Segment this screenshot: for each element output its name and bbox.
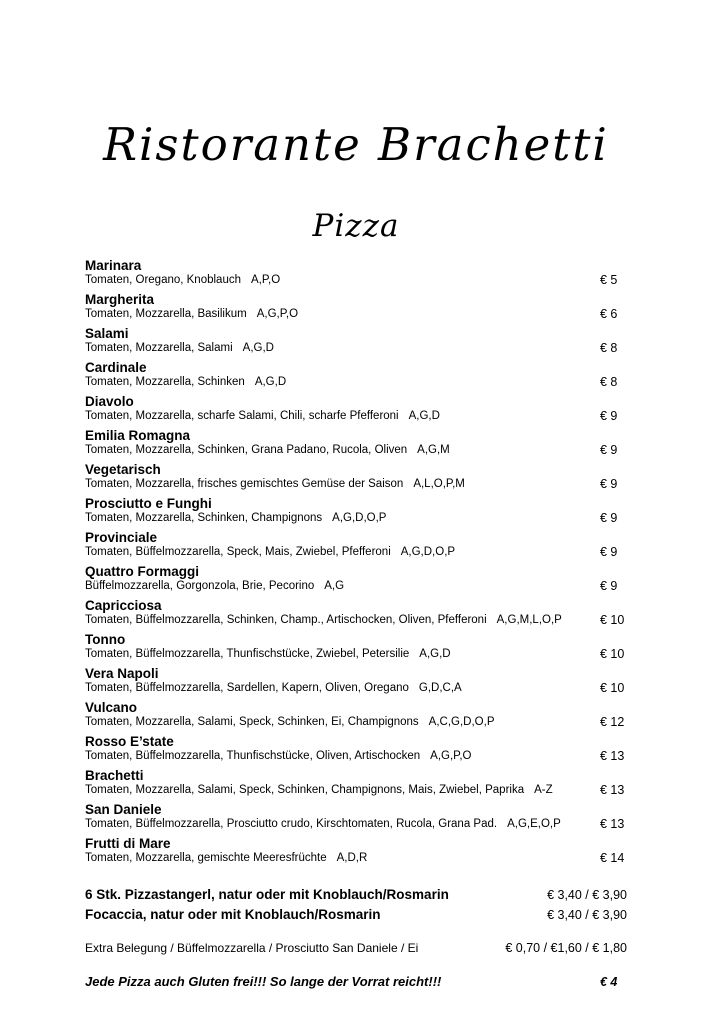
item-description: Tomaten, Mozzarella, Schinken, Champignons [85, 512, 323, 524]
item-description-line [85, 614, 594, 627]
item-price: € 9 [600, 579, 618, 593]
gluten-free-note-price: € 4 [600, 975, 618, 989]
menu-item-text [85, 394, 594, 423]
item-description-line [85, 546, 594, 559]
item-description-line [85, 818, 594, 831]
item-price: € 9 [600, 545, 618, 559]
item-allergens: A-Z [534, 784, 553, 796]
item-price: € 13 [600, 783, 625, 797]
item-allergens: A,G,D [254, 376, 287, 388]
item-name: Cardinale [85, 360, 147, 375]
item-description-line [85, 376, 594, 389]
menu-item-text [85, 802, 594, 831]
menu-item [85, 530, 627, 559]
item-description: Tomaten, Büffelmozzarella, Thunfischstücke, Zwiebel, Petersilie [85, 648, 410, 660]
item-allergens: A,G,D [408, 410, 440, 422]
menu-item-text [85, 564, 594, 593]
restaurant-title: Ristorante Brachetti [103, 118, 609, 171]
menu-item [85, 394, 627, 423]
item-description: Tomaten, Büffelmozzarella, Sardellen, Kapern, Oliven, Oregano [85, 682, 409, 694]
item-description-line [85, 512, 594, 525]
menu-item-list [85, 258, 627, 865]
item-allergens: A,G,D,O,P [400, 546, 456, 558]
item-description-line [85, 274, 594, 287]
item-allergens: A,G,P,O [430, 750, 472, 762]
item-price: € 12 [600, 715, 625, 729]
extras-price: € 3,40 / € 3,90 [547, 908, 627, 922]
item-price: € 10 [600, 613, 625, 627]
item-description-line [85, 308, 594, 321]
item-name: San Daniele [85, 802, 162, 817]
item-price: € 9 [600, 443, 618, 457]
item-allergens: G,D,C,A [418, 682, 462, 694]
menu-item-text [85, 598, 594, 627]
menu-item-text [85, 428, 594, 457]
menu-item-text [85, 496, 594, 525]
item-price: € 9 [600, 511, 618, 525]
menu-item-text [85, 462, 594, 491]
item-name: Capricciosa [85, 598, 162, 613]
extras-name: 6 Stk. Pizzastangerl, natur oder mit Knoblauch/Rosmarin [85, 887, 449, 902]
item-name: Prosciutto e Funghi [85, 496, 212, 511]
item-name: Frutti di Mare [85, 836, 171, 851]
menu-item [85, 700, 627, 729]
menu-item [85, 326, 627, 355]
item-name: Provinciale [85, 530, 158, 545]
menu-item-text [85, 326, 594, 355]
surcharge-price: € 0,70 / €1,60 / € 1,80 [505, 941, 627, 955]
menu-item-text [85, 530, 594, 559]
menu-item [85, 666, 627, 695]
menu-item-text [85, 734, 594, 763]
item-description: Tomaten, Oregano, Knoblauch [85, 274, 241, 286]
menu-item-text [85, 360, 594, 389]
item-name: Rosso E’state [85, 734, 174, 749]
item-description-line [85, 580, 594, 593]
item-description-line [85, 784, 594, 797]
item-name: Brachetti [85, 768, 144, 783]
gluten-free-note-text: Jede Pizza auch Gluten frei!!! So lange der Vorrat reicht!!! [85, 974, 442, 989]
item-allergens: A,D,R [336, 852, 368, 864]
item-allergens: A,G,D [242, 342, 274, 354]
item-price: € 8 [600, 375, 618, 389]
item-name: Quattro Formaggi [85, 564, 199, 579]
item-allergens: A,P,O [251, 274, 281, 286]
item-allergens: A,G,M [417, 444, 450, 456]
menu-item-text [85, 836, 594, 865]
item-name: Vulcano [85, 700, 138, 715]
item-allergens: A,G,D,O,P [332, 512, 387, 524]
menu-item-text [85, 666, 594, 695]
menu-item [85, 292, 627, 321]
item-description: Tomaten, Büffelmozzarella, Schinken, Champ., Artischocken, Oliven, Pfefferoni [85, 614, 487, 626]
menu-item-text [85, 700, 594, 729]
section-title-pizza: Pizza [312, 208, 400, 244]
menu-item [85, 496, 627, 525]
item-name: Emilia Romagna [85, 428, 191, 443]
item-allergens: A,G,E,O,P [507, 818, 561, 830]
item-name: Marinara [85, 258, 142, 273]
item-price: € 10 [600, 647, 625, 661]
item-description-line [85, 342, 594, 355]
extras-name: Focaccia, natur oder mit Knoblauch/Rosmarin [85, 907, 381, 922]
item-price: € 13 [600, 817, 625, 831]
menu-item-text [85, 258, 594, 287]
surcharge-row [85, 941, 627, 956]
item-description-line [85, 444, 594, 457]
item-name: Vegetarisch [85, 462, 161, 477]
item-description: Tomaten, Büffelmozzarella, Thunfischstücke, Oliven, Artischocken [85, 750, 421, 762]
item-description: Tomaten, Mozzarella, Salami [85, 342, 233, 354]
menu-item [85, 360, 627, 389]
item-price: € 6 [600, 307, 618, 321]
item-name: Tonno [85, 632, 126, 647]
menu-item-text [85, 292, 594, 321]
item-price: € 13 [600, 749, 625, 763]
item-price: € 9 [600, 409, 618, 423]
item-price: € 5 [600, 273, 618, 287]
item-description-line [85, 478, 594, 491]
gluten-free-note-row [85, 974, 627, 990]
menu-item [85, 564, 627, 593]
item-allergens: A,G,D [419, 648, 451, 660]
item-description: Büffelmozzarella, Gorgonzola, Brie, Pecorino [85, 580, 315, 592]
extras-item [85, 905, 627, 925]
item-description: Tomaten, Mozzarella, Schinken, Grana Padano, Rucola, Oliven [85, 444, 408, 456]
item-description: Tomaten, Mozzarella, Schinken [85, 376, 245, 388]
menu-item [85, 598, 627, 627]
item-name: Vera Napoli [85, 666, 159, 681]
menu-item [85, 428, 627, 457]
item-price: € 10 [600, 681, 625, 695]
item-description-line [85, 750, 594, 763]
surcharge-text: Extra Belegung / Büffelmozzarella / Prosciutto San Daniele / Ei [85, 941, 419, 955]
item-name: Salami [85, 326, 129, 341]
menu-item [85, 734, 627, 763]
menu-item-text [85, 768, 594, 797]
item-name: Margherita [85, 292, 155, 307]
item-price: € 8 [600, 341, 618, 355]
item-description: Tomaten, Büffelmozzarella, Speck, Mais, Zwiebel, Pfefferoni [85, 546, 391, 558]
item-name: Diavolo [85, 394, 134, 409]
item-allergens: A,G,P,O [256, 308, 299, 320]
item-allergens: A,G [324, 580, 345, 592]
item-allergens: A,L,O,P,M [413, 478, 465, 490]
item-description: Tomaten, Mozzarella, scharfe Salami, Chili, scharfe Pfefferoni [85, 410, 399, 422]
item-description-line [85, 682, 594, 695]
item-description-line [85, 648, 594, 661]
item-price: € 9 [600, 477, 618, 491]
item-description: Tomaten, Mozzarella, Salami, Speck, Schinken, Ei, Champignons [85, 716, 419, 728]
menu-item [85, 462, 627, 491]
menu-item [85, 632, 627, 661]
item-price: € 14 [600, 851, 625, 865]
menu-item [85, 768, 627, 797]
item-description: Tomaten, Mozzarella, frisches gemischtes Gemüse der Saison [85, 478, 404, 490]
extras-list [85, 885, 627, 925]
item-description: Tomaten, Mozzarella, Salami, Speck, Schinken, Champignons, Mais, Zwiebel, Paprika [85, 784, 525, 796]
menu-item [85, 258, 627, 287]
item-description-line [85, 716, 594, 729]
item-description: Tomaten, Mozzarella, Basilikum [85, 308, 247, 320]
menu-item-text [85, 632, 594, 661]
item-description-line [85, 852, 594, 865]
menu-item [85, 836, 627, 865]
extras-price: € 3,40 / € 3,90 [547, 888, 627, 902]
item-description: Tomaten, Mozzarella, gemischte Meeresfrüchte [85, 852, 327, 864]
item-allergens: A,C,G,D,O,P [428, 716, 495, 728]
item-allergens: A,G,M,L,O,P [496, 614, 562, 626]
extras-item [85, 885, 627, 905]
menu-item [85, 802, 627, 831]
item-description-line [85, 410, 594, 423]
item-description: Tomaten, Büffelmozzarella, Prosciutto crudo, Kirschtomaten, Rucola, Grana Pad. [85, 818, 498, 830]
